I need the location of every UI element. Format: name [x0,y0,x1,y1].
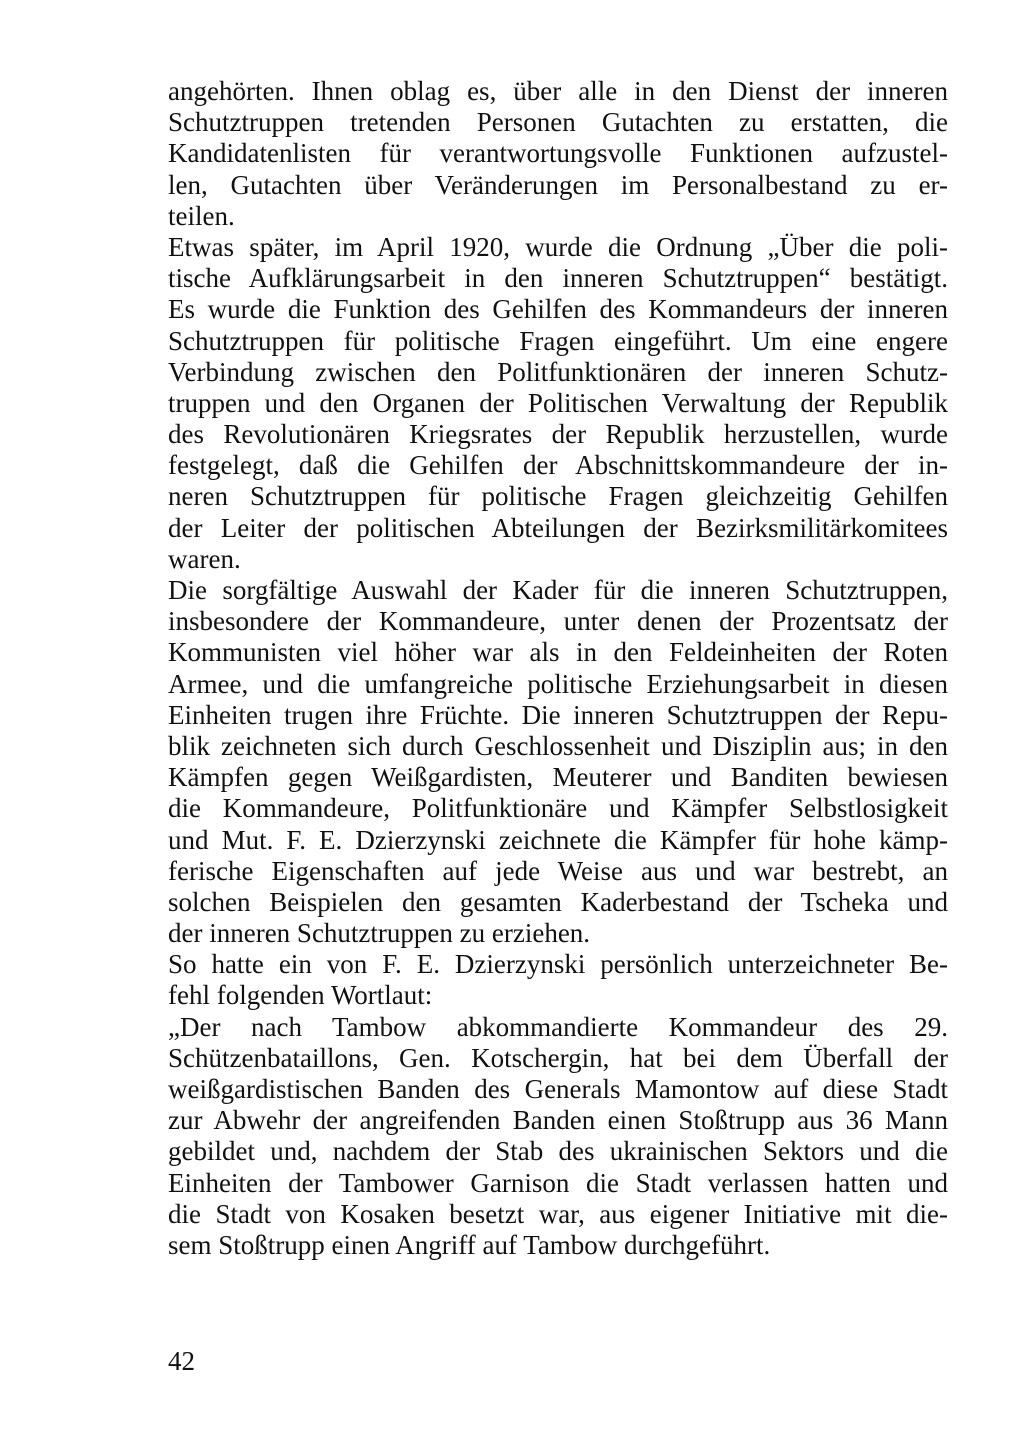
text-line: tische Aufklärungsarbeit in den inneren Schutztruppen“ bestätigt. [168,263,948,294]
text-line: die Stadt von Kosaken besetzt war, aus eigener Initiative mit die- [168,1198,948,1229]
text-line: angehörten. Ihnen oblag es, über alle in den Dienst der inneren [168,76,948,106]
text-line: Armee, und die umfangreiche politische Erziehungsarbeit in diesen [168,668,948,699]
text-line: zur Abwehr der angreifenden Banden einen Stoßtrupp aus 36 Mann [168,1105,948,1136]
text-line: Verbindung zwischen den Politfunktionären der inneren Schutz- [168,356,948,387]
text-line: des Revolutionären Kriegsrates der Republik herzustellen, wurde [168,419,948,450]
text-line: So hatte ein von F. E. Dzierzynski persönlich unterzeichneter Be- [168,949,948,980]
text-line: gebildet und, nachdem der Stab des ukrainischen Sektors und die [168,1136,948,1167]
text-line: Schützenbataillons, Gen. Kotschergin, hat bei dem Überfall der [168,1042,948,1073]
paragraph [168,76,948,232]
text-line: Einheiten der Tambower Garnison die Stadt verlassen hatten und [168,1167,948,1198]
text-line: Einheiten trugen ihre Früchte. Die inneren Schutztruppen der Repu- [168,699,948,730]
text-line: insbesondere der Kommandeure, unter denen der Prozentsatz der [168,606,948,637]
text-line: der inneren Schutztruppen zu erziehen. [168,918,591,949]
text-line: fehl folgenden Wortlaut: [168,980,433,1011]
body-text [168,76,948,1261]
text-line: Etwas später, im April 1920, wurde die Ordnung „Über die poli- [168,231,948,262]
text-line: solchen Beispielen den gesamten Kaderbestand der Tscheka und [168,886,948,917]
text-line: festgelegt, daß die Gehilfen der Abschnittskommandeure der in- [168,450,948,481]
text-line: weißgardistischen Banden des Generals Mamontow auf diese Stadt [168,1074,948,1104]
text-line: len, Gutachten über Veränderungen im Personalbestand zu er- [168,169,948,200]
text-line: waren. [168,543,241,574]
text-line: blik zeichneten sich durch Geschlossenheit und Disziplin aus; in den [168,730,948,761]
text-line: der Leiter der politischen Abteilungen der Bezirksmilitärkomitees [168,512,948,543]
text-line: Die sorgfältige Auswahl der Kader für die inneren Schutztruppen, [168,575,948,605]
paragraph [168,1012,948,1262]
text-line: und Mut. F. E. Dzierzynski zeichnete die Kämpfer für hohe kämp- [168,824,948,855]
text-line: neren Schutztruppen für politische Fragen gleichzeitig Gehilfen [168,481,948,512]
text-line: Kandidatenlisten für verantwortungsvolle Funktionen aufzustel- [168,138,948,169]
text-line: Schutztruppen tretenden Personen Gutachten zu erstatten, die [168,107,948,138]
text-line: Kommunisten viel höher war als in den Feldeinheiten der Roten [168,637,948,668]
text-line: „Der nach Tambow abkommandierte Kommandeur des 29. [168,1011,948,1042]
paragraph [168,949,948,1011]
page-number: 42 [168,1346,195,1376]
text-line: die Kommandeure, Politfunktionäre und Kämpfer Selbstlosigkeit [168,793,948,824]
text-line: teilen. [168,200,235,231]
text-line: sem Stoßtrupp einen Angriff auf Tambow durchgeführt. [168,1229,771,1260]
text-line: Es wurde die Funktion des Gehilfen des Kommandeurs der inneren [168,294,948,325]
paragraph [168,575,948,949]
text-line: ferische Eigenschaften auf jede Weise aus und war bestrebt, an [168,855,948,886]
text-line: Kämpfen gegen Weißgardisten, Meuterer und Banditen bewiesen [168,762,948,793]
paragraph [168,232,948,575]
text-line: Schutztruppen für politische Fragen eingeführt. Um eine engere [168,325,948,356]
text-line: truppen und den Organen der Politischen Verwaltung der Republik [168,387,948,418]
